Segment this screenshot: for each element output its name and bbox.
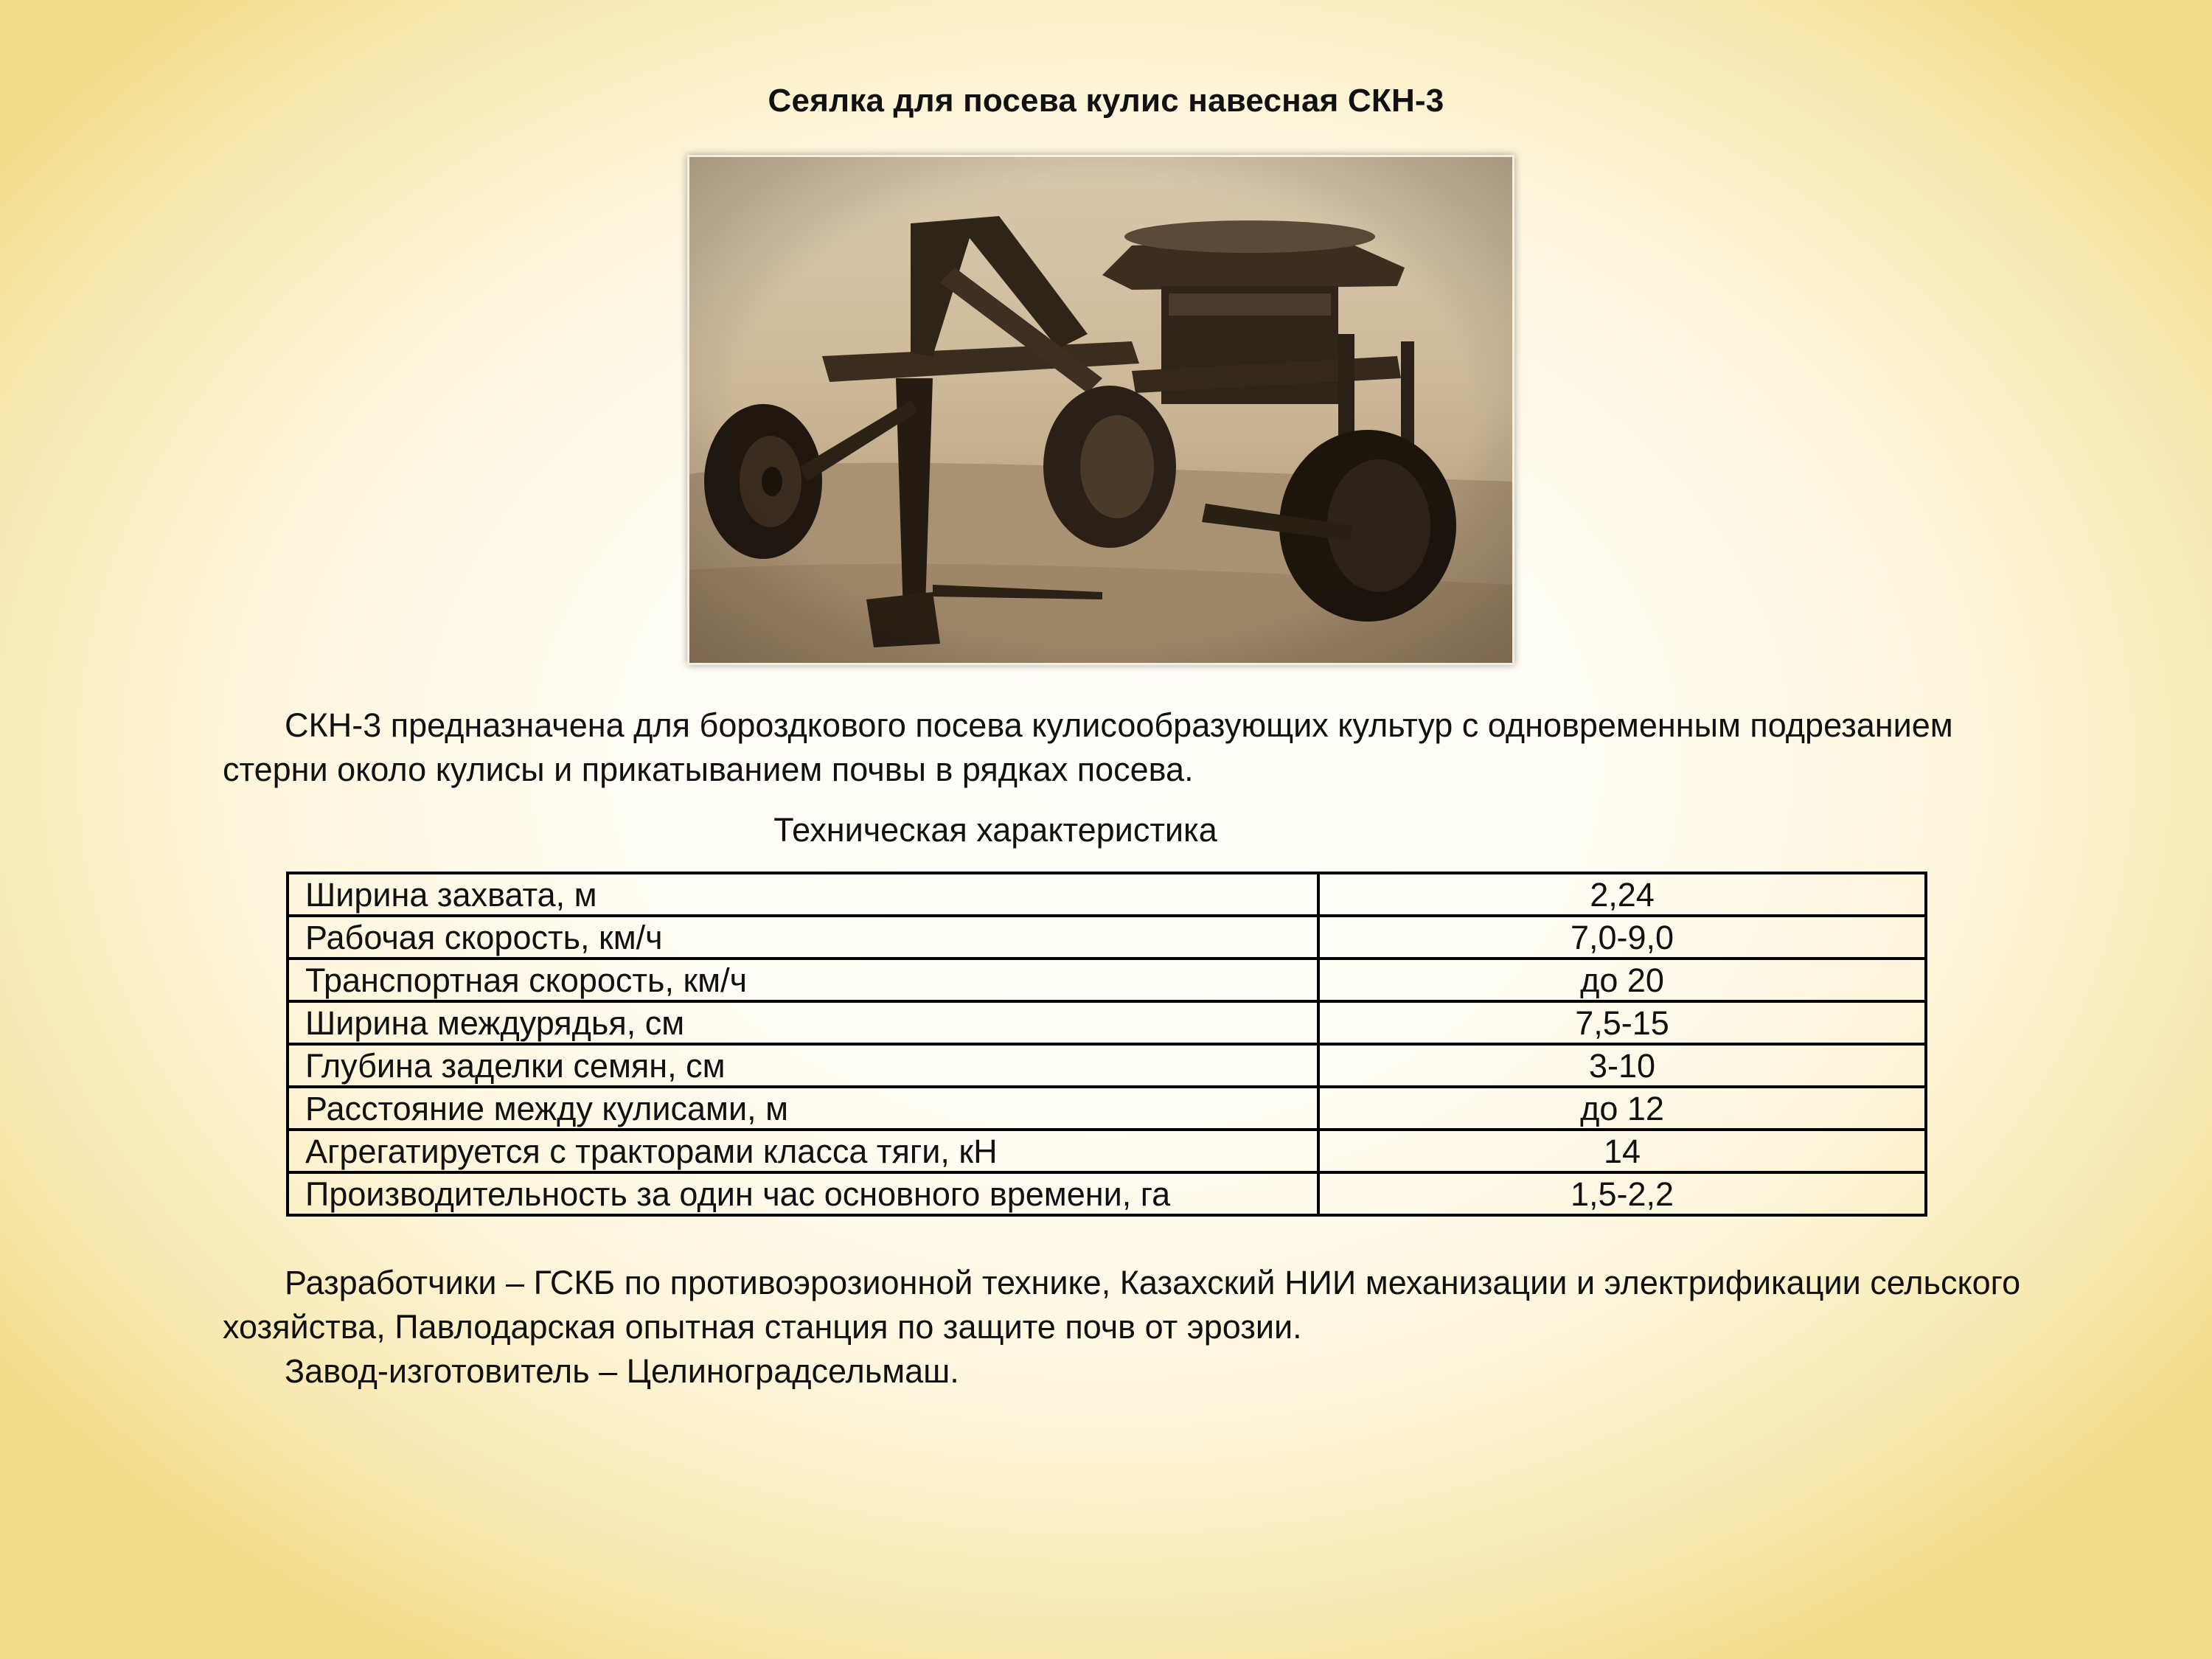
spec-value: 1,5-2,2: [1318, 1172, 1926, 1215]
spec-name: Ширина междурядья, см: [288, 1001, 1318, 1044]
table-row: [288, 873, 1926, 916]
spec-value: 7,0-9,0: [1318, 916, 1926, 959]
spec-name: Расстояние между кулисами, м: [288, 1087, 1318, 1130]
spec-name: Транспортная скорость, км/ч: [288, 959, 1318, 1001]
spec-name: Глубина заделки семян, см: [288, 1044, 1318, 1087]
spec-value: 14: [1318, 1130, 1926, 1172]
spec-table: [286, 872, 1927, 1217]
spec-name: Производительность за один час основного времени, га: [288, 1172, 1318, 1215]
spec-value: 3-10: [1318, 1044, 1926, 1087]
table-row: [288, 1044, 1926, 1087]
table-row: [288, 1087, 1926, 1130]
spec-name: Агрегатируется с тракторами класса тяги, кН: [288, 1130, 1318, 1172]
table-row: [288, 1172, 1926, 1215]
description-paragraph: СКН-3 предназначена для бороздкового посева кулисообразующих культур с одновременным подрезанием стерни около кулисы и прикатыванием почвы в рядках посева.: [223, 706, 1953, 788]
spec-name: Рабочая скорость, км/ч: [288, 916, 1318, 959]
slide-title: Сеялка для посева кулис навесная СКН-3: [768, 83, 1444, 119]
table-row: [288, 1001, 1926, 1044]
spec-value: 7,5-15: [1318, 1001, 1926, 1044]
table-row: [288, 1130, 1926, 1172]
spec-table-title: Техническая характеристика: [773, 811, 1217, 849]
developers-paragraph: Разработчики – ГСКБ по противоэрозионной технике, Казахский НИИ механизации и электрификации сельского хозяйства, Павлодарская опытная станция по защите почв от эрозии.: [223, 1264, 2021, 1346]
spec-value: до 12: [1318, 1087, 1926, 1130]
manufacturer-paragraph: Завод-изготовитель – Целиноградсельмаш.: [285, 1352, 959, 1390]
spec-value: до 20: [1318, 959, 1926, 1001]
table-row: [288, 959, 1926, 1001]
seeder-photo-image: [689, 157, 1512, 663]
spec-name: Ширина захвата, м: [288, 873, 1318, 916]
spec-value: 2,24: [1318, 873, 1926, 916]
table-row: [288, 916, 1926, 959]
seeder-photo: [687, 155, 1514, 665]
